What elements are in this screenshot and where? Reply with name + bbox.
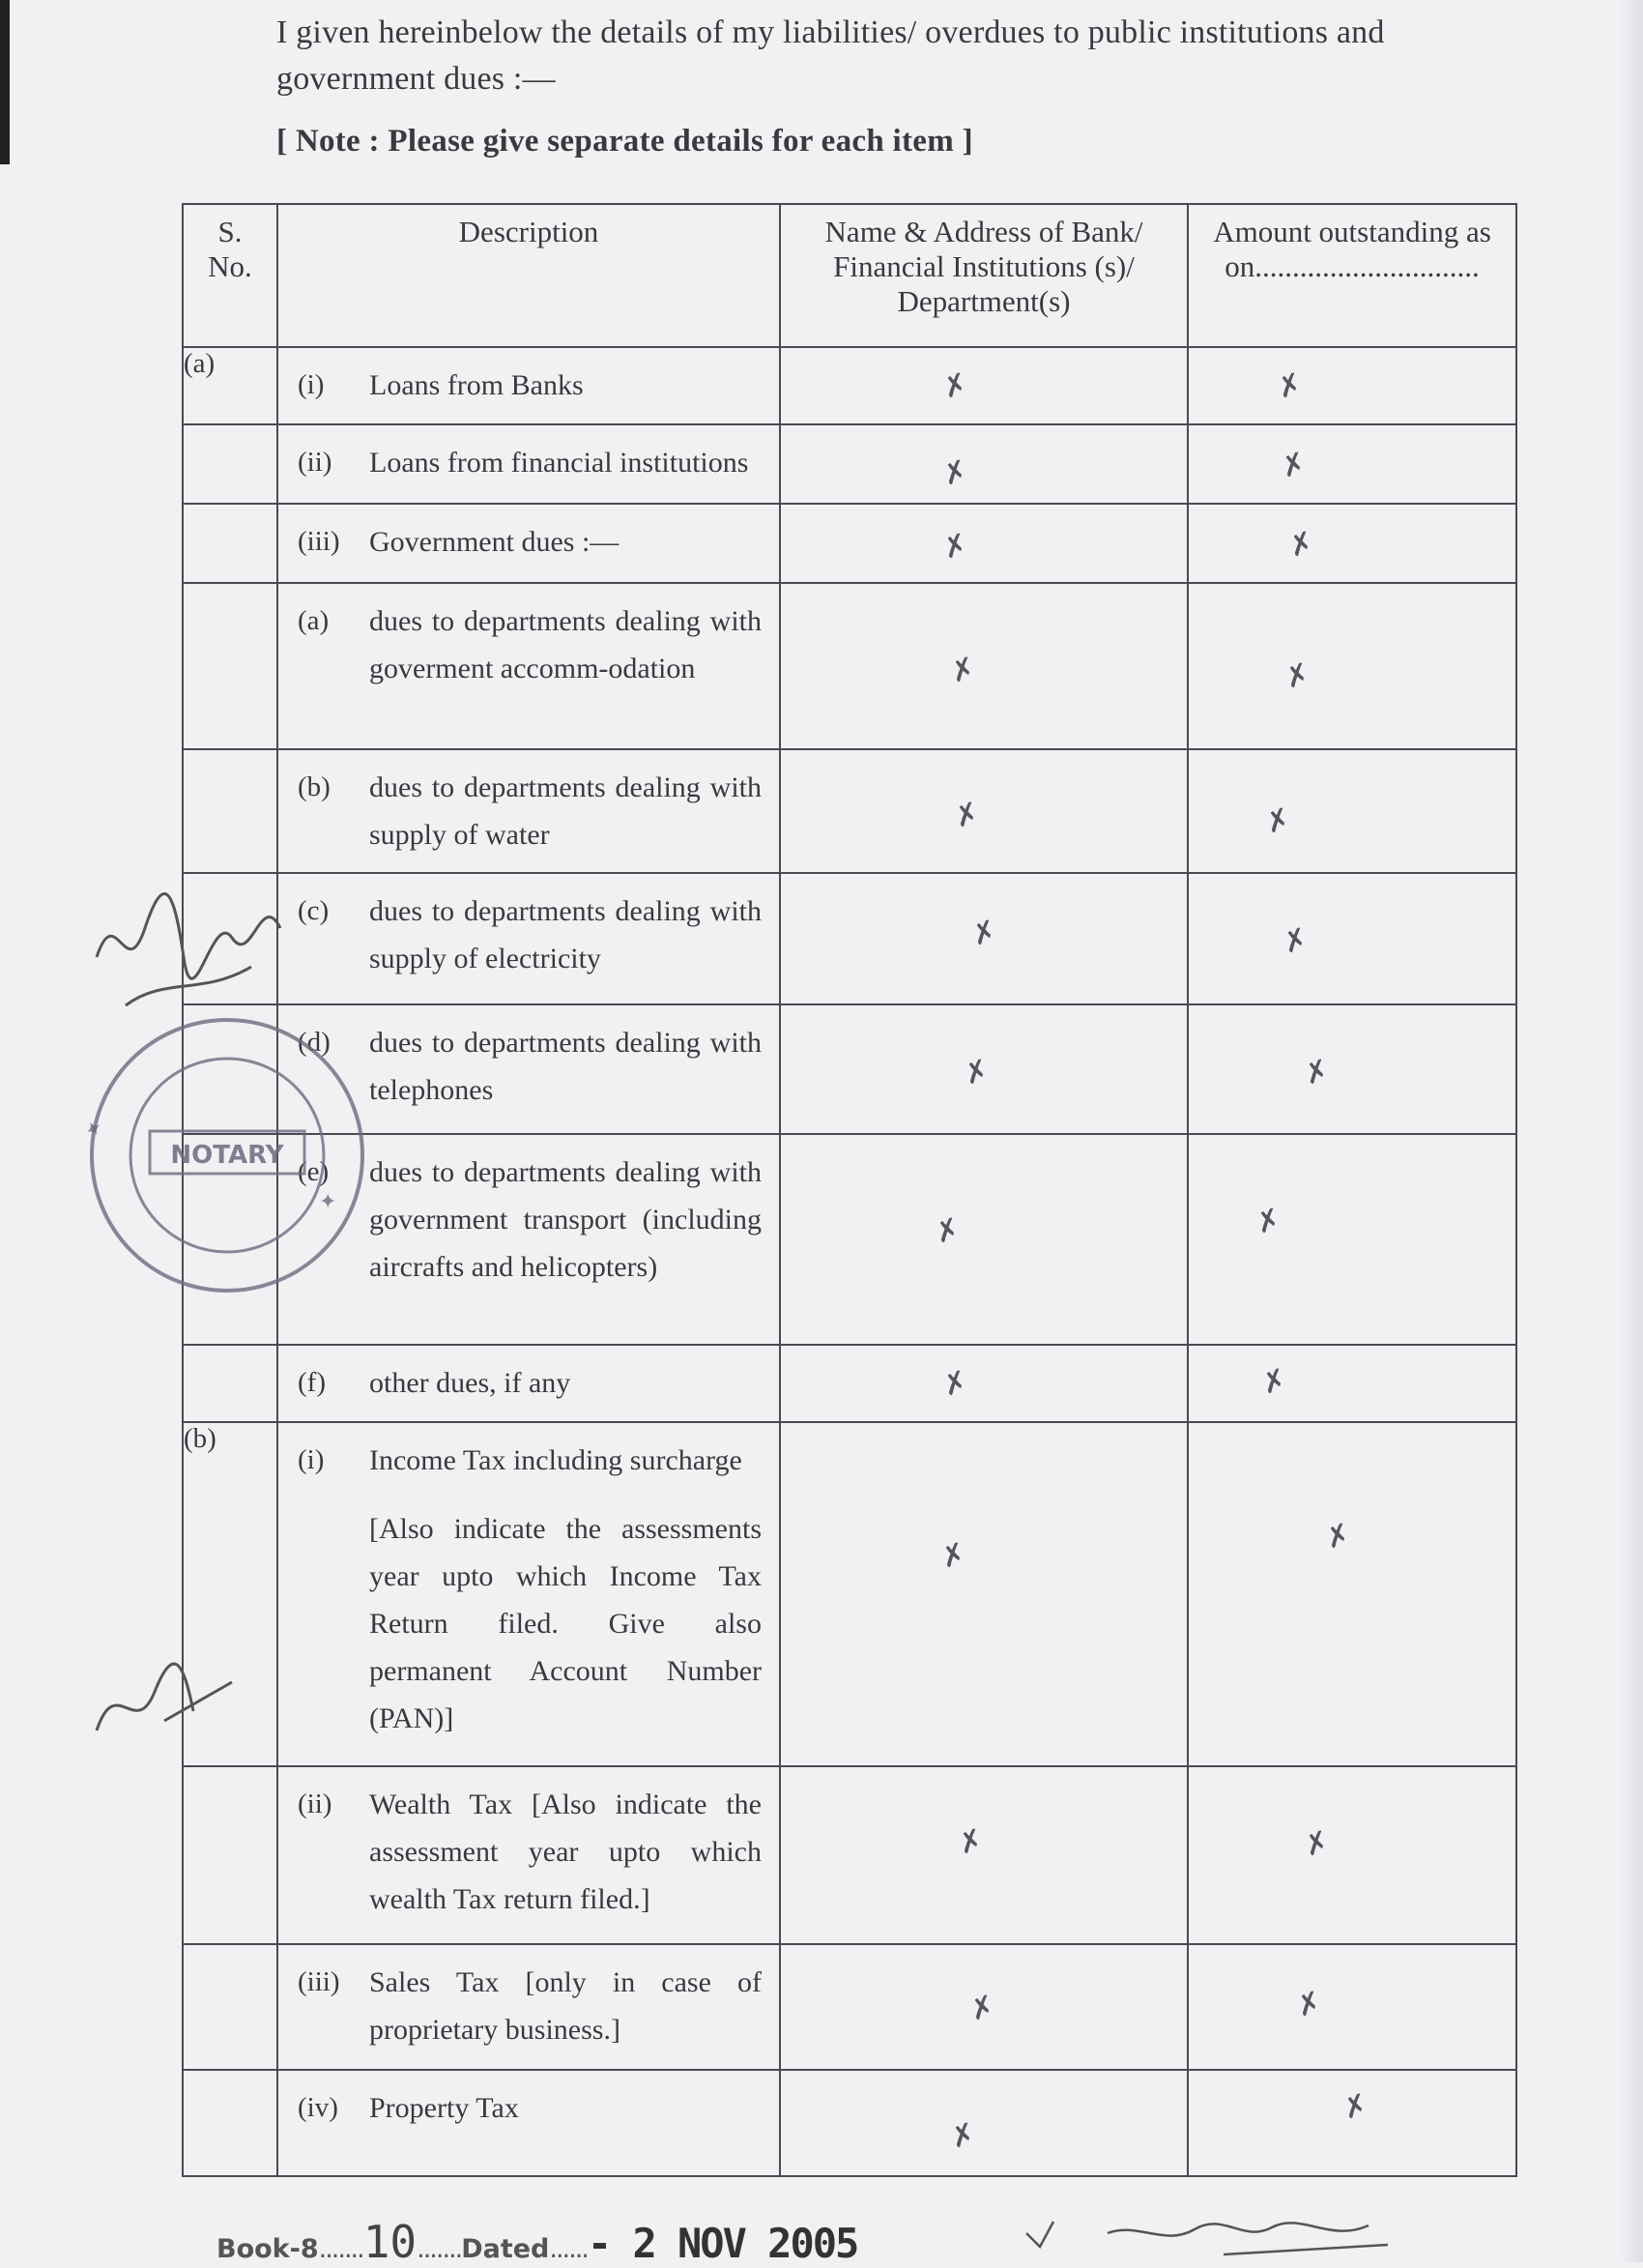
page-shadow bbox=[1620, 0, 1643, 2262]
cross-mark: ✗ bbox=[960, 1052, 994, 1093]
item-text: Sales Tax [only in case of proprietary business.] bbox=[369, 1966, 762, 2046]
note-line: [ Note : Please give separate details for each item ] bbox=[276, 124, 973, 159]
row-description bbox=[277, 347, 780, 424]
item-text: Wealth Tax [Also indicate the assessment year upto which wealth Tax return filed.] bbox=[369, 1788, 762, 1915]
dotted-leader: ....... bbox=[417, 2234, 462, 2264]
header-description: Description bbox=[277, 204, 780, 347]
table-row bbox=[183, 1944, 1516, 2070]
row-sno: (b) bbox=[183, 1422, 277, 1766]
header-bank: Name & Address of Bank/ Financial Institutions (s)/ Department(s) bbox=[780, 204, 1188, 347]
bank-cell bbox=[780, 873, 1188, 1004]
item-number: (ii) bbox=[298, 447, 332, 478]
item-number: (f) bbox=[298, 1367, 326, 1398]
scanned-page-edge bbox=[0, 0, 10, 164]
row-sno bbox=[183, 2070, 277, 2176]
item-text-group bbox=[369, 1437, 762, 1742]
cross-mark: ✗ bbox=[946, 2115, 980, 2157]
cross-mark: ✗ bbox=[950, 795, 984, 836]
item-text: dues to departments dealing with supply of electricity bbox=[369, 895, 762, 974]
item-number: (i) bbox=[298, 369, 325, 400]
row-description bbox=[277, 749, 780, 873]
item-number: (iii) bbox=[298, 1966, 340, 1997]
item-text: Loans from Banks bbox=[369, 369, 584, 401]
bank-cell bbox=[780, 1345, 1188, 1422]
cross-mark: ✗ bbox=[1300, 1823, 1334, 1865]
item-text: Property Tax bbox=[369, 2092, 519, 2124]
table-row bbox=[183, 2070, 1516, 2176]
row-description bbox=[277, 873, 780, 1004]
cross-mark: ✗ bbox=[938, 1363, 972, 1405]
amount-cell bbox=[1188, 749, 1516, 873]
table-header-row bbox=[183, 204, 1516, 347]
table-row bbox=[183, 424, 1516, 504]
item-text: dues to departments dealing with supply of water bbox=[369, 771, 762, 851]
table-row bbox=[183, 1345, 1516, 1422]
cross-mark: ✗ bbox=[1300, 1052, 1334, 1093]
table-row bbox=[183, 1004, 1516, 1134]
cross-mark: ✗ bbox=[1273, 365, 1307, 407]
row-description bbox=[277, 1422, 780, 1766]
table-row bbox=[183, 1134, 1516, 1345]
header-sno: S. No. bbox=[183, 204, 277, 347]
bank-cell bbox=[780, 749, 1188, 873]
row-description bbox=[277, 1766, 780, 1944]
table-row bbox=[183, 347, 1516, 424]
bank-cell bbox=[780, 583, 1188, 749]
bank-cell bbox=[780, 1422, 1188, 1766]
dotted-leader: ...... bbox=[549, 2234, 588, 2264]
amount-cell bbox=[1188, 1345, 1516, 1422]
row-description bbox=[277, 424, 780, 504]
cross-mark: ✗ bbox=[954, 1821, 988, 1863]
cross-mark: ✗ bbox=[1277, 445, 1311, 486]
row-sno bbox=[183, 1345, 277, 1422]
cross-mark: ✗ bbox=[937, 1535, 970, 1577]
amount-cell bbox=[1188, 347, 1516, 424]
row-description bbox=[277, 583, 780, 749]
cross-mark: ✗ bbox=[1321, 1516, 1355, 1557]
row-description bbox=[277, 504, 780, 583]
amount-cell bbox=[1188, 1944, 1516, 2070]
row-description bbox=[277, 1944, 780, 2070]
intro-statement: I given hereinbelow the details of my liabilities/ overdues to public institutions and government dues :— bbox=[276, 15, 1385, 97]
bank-cell bbox=[780, 1004, 1188, 1134]
item-number: (iv) bbox=[298, 2092, 338, 2123]
row-sno bbox=[183, 1944, 277, 2070]
table-row bbox=[183, 583, 1516, 749]
notary-seal-stamp bbox=[77, 1005, 377, 1305]
cross-mark: ✗ bbox=[938, 526, 972, 567]
cross-mark: ✗ bbox=[1292, 1984, 1326, 2025]
cross-mark: ✗ bbox=[1261, 800, 1295, 842]
cross-mark: ✗ bbox=[1284, 524, 1318, 566]
item-note: [Also indicate the assessments year upto which Income Tax Return filed. Give also permanent Account Number (PAN)] bbox=[369, 1513, 762, 1734]
cross-mark: ✗ bbox=[1252, 1201, 1285, 1242]
bank-cell bbox=[780, 1766, 1188, 1944]
row-sno bbox=[183, 424, 277, 504]
bank-cell bbox=[780, 1134, 1188, 1345]
row-description bbox=[277, 2070, 780, 2176]
cross-mark: ✗ bbox=[1281, 655, 1314, 697]
amount-cell bbox=[1188, 1004, 1516, 1134]
item-number: (b) bbox=[298, 771, 331, 802]
amount-cell bbox=[1188, 1422, 1516, 1766]
date-stamp: - 2 NOV 2005 bbox=[587, 2220, 858, 2267]
cross-mark: ✗ bbox=[931, 1210, 965, 1252]
bank-cell bbox=[780, 504, 1188, 583]
bank-cell bbox=[780, 347, 1188, 424]
header-amount: Amount outstanding as on.............................. bbox=[1188, 204, 1516, 347]
cross-mark: ✗ bbox=[966, 1988, 999, 2029]
table-row bbox=[183, 504, 1516, 583]
cross-mark: ✗ bbox=[938, 365, 972, 407]
item-text: other dues, if any bbox=[369, 1367, 571, 1399]
item-text: Government dues :— bbox=[369, 526, 620, 558]
amount-cell bbox=[1188, 583, 1516, 749]
item-text: dues to departments dealing with goverment accomm-odation bbox=[369, 605, 762, 684]
table-row bbox=[183, 1422, 1516, 1766]
amount-cell bbox=[1188, 424, 1516, 504]
bank-cell bbox=[780, 424, 1188, 504]
row-sno bbox=[183, 504, 277, 583]
book-number: 10 bbox=[362, 2216, 418, 2268]
svg-text:✦: ✦ bbox=[80, 1115, 108, 1146]
table-row bbox=[183, 873, 1516, 1004]
row-sno bbox=[183, 1766, 277, 1944]
amount-cell bbox=[1188, 1134, 1516, 1345]
amount-cell bbox=[1188, 504, 1516, 583]
amount-cell bbox=[1188, 1766, 1516, 1944]
item-text: dues to departments dealing with government transport (including aircrafts and helicopters) bbox=[369, 1156, 762, 1283]
bank-cell bbox=[780, 1944, 1188, 2070]
table-row bbox=[183, 1766, 1516, 1944]
svg-text:✦: ✦ bbox=[319, 1190, 337, 1214]
amount-cell bbox=[1188, 2070, 1516, 2176]
bank-cell bbox=[780, 2070, 1188, 2176]
dotted-leader: ....... bbox=[318, 2234, 363, 2264]
row-sno: (a) bbox=[183, 347, 277, 424]
dated-label: Dated bbox=[461, 2234, 550, 2264]
row-sno bbox=[183, 873, 277, 1004]
row-sno bbox=[183, 583, 277, 749]
cross-mark: ✗ bbox=[1257, 1361, 1291, 1403]
item-number: (e) bbox=[298, 1156, 330, 1187]
item-number: (ii) bbox=[298, 1788, 332, 1819]
item-number: (d) bbox=[298, 1027, 331, 1058]
footer-handwriting bbox=[1021, 2214, 1388, 2262]
footer-book-line bbox=[216, 2216, 857, 2268]
item-text: Income Tax including surcharge bbox=[369, 1444, 742, 1476]
cross-mark: ✗ bbox=[946, 650, 980, 691]
item-number: (i) bbox=[298, 1444, 325, 1475]
cross-mark: ✗ bbox=[1279, 920, 1312, 962]
item-number: (iii) bbox=[298, 526, 340, 557]
table-row bbox=[183, 749, 1516, 873]
item-number: (a) bbox=[298, 605, 330, 636]
liabilities-table bbox=[182, 203, 1517, 2177]
book-label: Book-8 bbox=[216, 2234, 319, 2264]
cross-mark: ✗ bbox=[967, 913, 1001, 954]
amount-cell bbox=[1188, 873, 1516, 1004]
cross-mark: ✗ bbox=[938, 452, 972, 494]
svg-text:NOTARY: NOTARY bbox=[170, 1141, 284, 1170]
row-sno bbox=[183, 749, 277, 873]
item-text: Loans from financial institutions bbox=[369, 447, 749, 479]
row-description bbox=[277, 1345, 780, 1422]
cross-mark: ✗ bbox=[1339, 2086, 1372, 2128]
item-text: dues to departments dealing with telephones bbox=[369, 1027, 762, 1106]
item-number: (c) bbox=[298, 895, 330, 926]
